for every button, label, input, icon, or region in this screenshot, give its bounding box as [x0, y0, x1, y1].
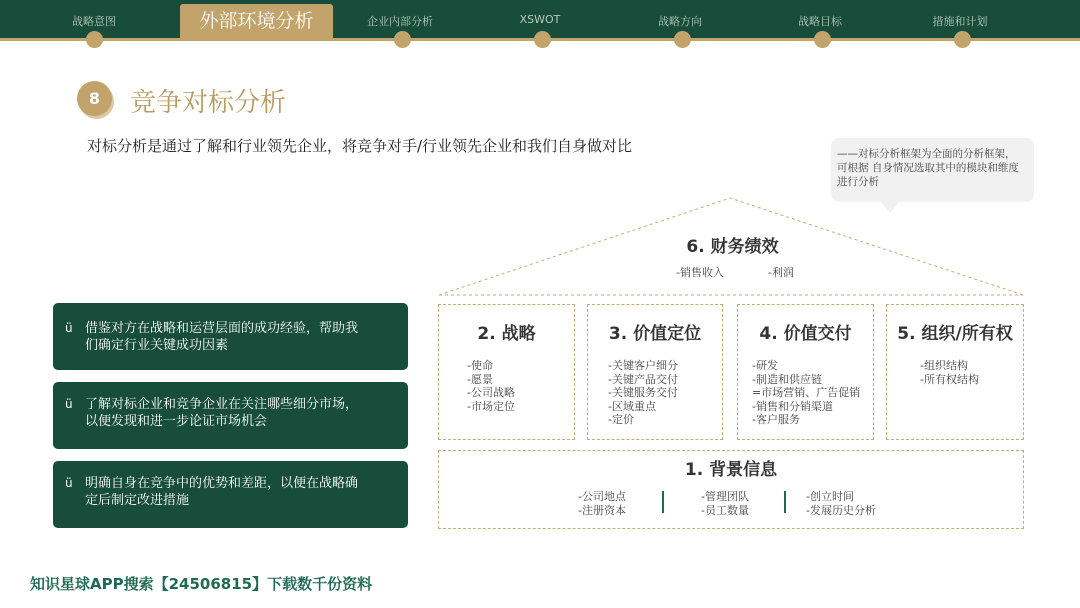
divider: [662, 491, 664, 513]
nav-dot: [534, 31, 551, 48]
pillar-item: -所有权结构: [920, 372, 979, 386]
pillar-item: -关键产品交付: [608, 372, 678, 386]
callout-note: [831, 138, 1034, 202]
background-group: [701, 490, 749, 517]
nav-item-internal-analysis[interactable]: 企业内部分析: [367, 15, 433, 28]
finance-item: -利润: [768, 266, 794, 279]
pillar-title: 3. 价值定位: [608, 324, 702, 344]
nav-dot: [814, 31, 831, 48]
pillar-item: -公司战略: [467, 386, 515, 399]
pillar-item: -客户服务: [752, 413, 800, 426]
pillar-value-delivery: [737, 304, 874, 440]
background-group: [578, 490, 626, 517]
nav-dot: [674, 31, 691, 48]
pillar-strategy: [438, 304, 575, 440]
pillar-item: -研发: [752, 359, 778, 372]
callout-line: 进行分析: [837, 176, 879, 188]
background-info-title: 1. 背景信息: [684, 460, 778, 480]
benefit-text: 了解对标企业和竞争企业在关注哪些细分市场，: [85, 397, 359, 412]
pillar-item: =市场营销、广告促销: [752, 386, 861, 399]
nav-dot: [954, 31, 971, 48]
nav-item-strategic-goals[interactable]: 战略目标: [798, 15, 842, 28]
benefit-text: 定后制定改进措施: [85, 493, 190, 508]
pillar-item: -愿景: [467, 372, 493, 386]
pillar-item: -市场定位: [467, 399, 515, 413]
pillar-list: [920, 359, 979, 386]
pillar-item: -销售和分销渠道: [752, 399, 833, 413]
pillar-item: -制造和供应链: [752, 372, 822, 386]
divider: [784, 491, 786, 513]
benefit-text: 以便发现和进一步论证市场机会: [85, 414, 268, 429]
background-item: -创立时间: [806, 490, 854, 503]
pillar-title: 5. 组织/所有权: [897, 324, 1013, 344]
callout-line: ——对标分析框架为全面的分析框架，: [837, 148, 1016, 160]
callout-line: 可根据 自身情况选取其中的模块和维度: [837, 162, 1019, 174]
background-item: -注册资本: [578, 503, 626, 517]
benefit-box: [53, 382, 408, 449]
pillar-title: 2. 战略: [477, 324, 536, 344]
pillar-value-proposition: [587, 304, 723, 440]
nav-item-xswot[interactable]: XSWOT: [519, 13, 561, 26]
section-title: 竞争对标分析: [130, 88, 287, 118]
finance-item: -销售收入: [676, 266, 724, 279]
pillar-item: -关键客户细分: [608, 359, 678, 372]
benefit-text: 明确自身在竞争中的优势和差距，以便在战略确: [85, 476, 359, 491]
benefit-box: [53, 303, 408, 370]
pillar-organization: [886, 304, 1024, 440]
nav-dot: [394, 31, 411, 48]
pillar-title: 4. 价值交付: [759, 324, 852, 344]
benefit-text: 借鉴对方在战略和运营层面的成功经验，帮助我: [85, 321, 359, 336]
pillar-item: -组织结构: [920, 359, 968, 372]
background-item: -公司地点: [578, 490, 626, 503]
pillar-item: -定价: [608, 413, 634, 426]
checkmark-icon: ü: [65, 397, 73, 411]
background-item: -员工数量: [701, 503, 749, 517]
nav-item-strategic-direction[interactable]: 战略方向: [658, 15, 702, 28]
footer-promo-text: 知识星球APP搜索【24506815】下载数千份资料: [30, 575, 373, 593]
section-number-badge: 8: [77, 81, 112, 116]
pillar-list: [467, 359, 515, 413]
background-item: -发展历史分析: [806, 503, 876, 517]
pillar-item: -区域重点: [608, 399, 656, 413]
nav-item-strategic-intent[interactable]: 战略意图: [72, 15, 116, 28]
pillar-item: -关键服务交付: [608, 386, 678, 399]
background-item: -管理团队: [701, 490, 749, 503]
benefit-box: [53, 461, 408, 528]
pillar-item: -使命: [467, 359, 493, 372]
benefit-text: 们确定行业关键成功因素: [85, 338, 229, 353]
finance-title: 6. 财务绩效: [686, 237, 779, 257]
checkmark-icon: ü: [65, 476, 73, 490]
checkmark-icon: ü: [65, 321, 73, 335]
page-subtitle: 对标分析是通过了解和行业领先企业，将竞争对手/行业领先企业和我们自身做对比: [87, 137, 633, 155]
background-group: [806, 490, 876, 517]
pillar-list: [608, 359, 678, 427]
nav-dot: [86, 31, 103, 48]
pillar-list: [752, 359, 860, 427]
nav-item-external-analysis-active[interactable]: 外部环境分析: [180, 4, 333, 39]
nav-item-measures-plans[interactable]: 措施和计划: [932, 15, 988, 28]
